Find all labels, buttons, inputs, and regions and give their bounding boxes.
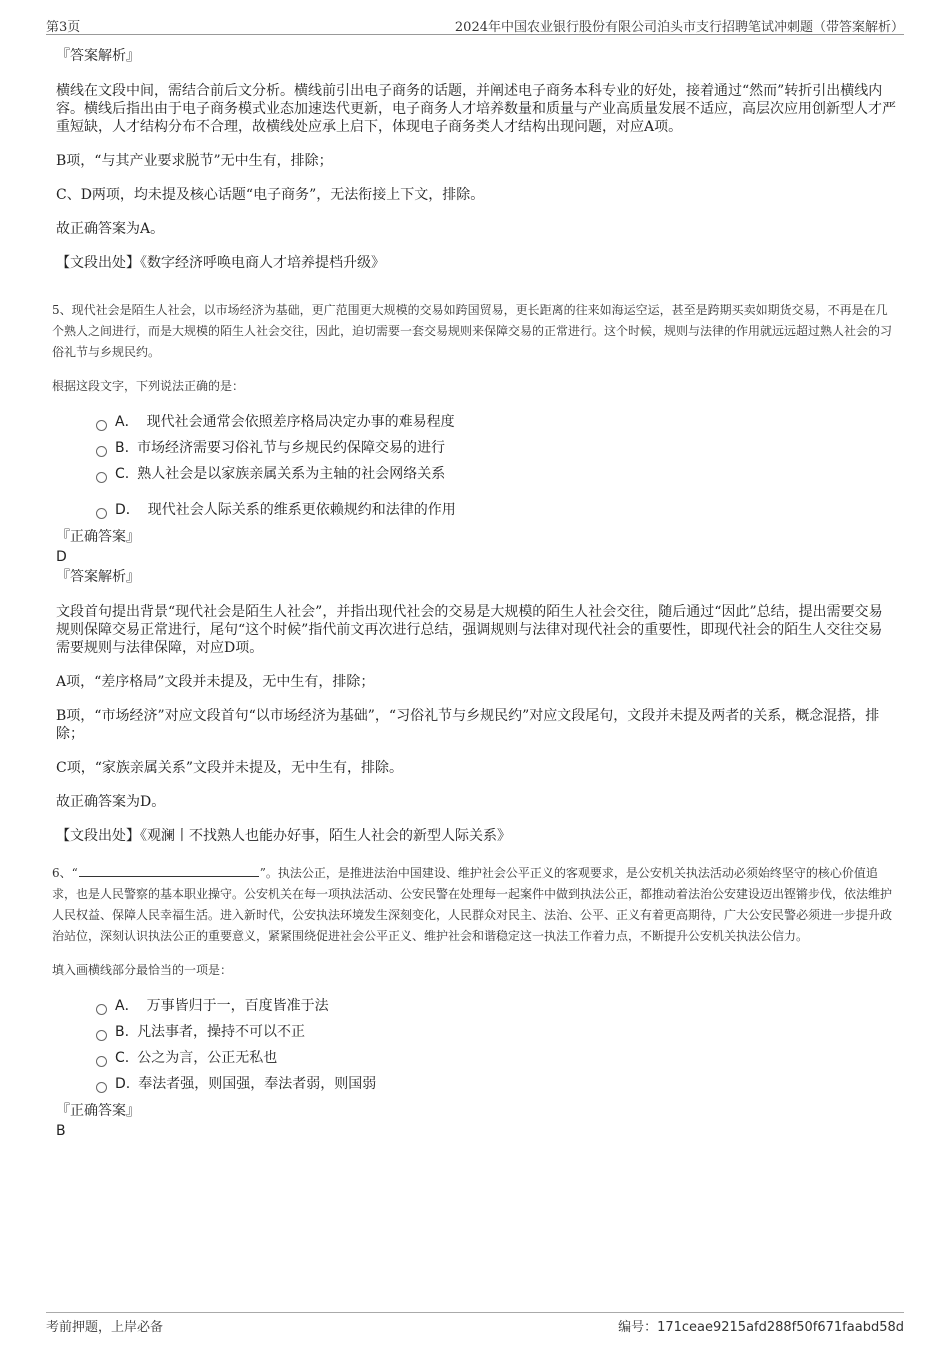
option-d[interactable]: D． 现代社会人际关系的维系更依赖规约和法律的作用 xyxy=(96,497,896,523)
analysis-label: 『答案解析』 xyxy=(56,569,140,585)
correct-answer: D xyxy=(56,549,67,565)
analysis-note-a: A项，“差序格局”文段并未提及，无中生有，排除； xyxy=(56,674,375,690)
analysis-text: 横线在文段中间，需结合前后文分析。横线前引出电子商务的话题，并阐述电子商务本科专业的好处，接着通过“然而”转折引出横线内容。横线后指出由于电子商务模式业态加速迭代更新，电子商务人才培养数量和质量与产业高质量发展不适应，高层次应用创新型人才严重短缺，人才结构分布不合理，故横线处应承上启下，体现电子商务类人才结构出现问题，对应A项。 xyxy=(56,83,896,135)
option-d[interactable]: D. 奉法者强，则国强，奉法者弱，则国弱 xyxy=(96,1071,896,1097)
analysis-text: 文段首句提出背景“现代社会是陌生人社会”，并指出现代社会的交易是大规模的陌生人社会交往，随后通过“因此”总结，提出需要交易规则保障交易正常进行，尾句“这个时候”指代前文再次进行总结，强调规则与法律对现代社会的重要性，即现代社会的陌生人交往交易需要规则与法律保障，对应D项。 xyxy=(56,604,883,656)
source-citation: 【文段出处】《观澜丨不找熟人也能办好事，陌生人社会的新型人际关系》 xyxy=(56,828,511,844)
question-6 xyxy=(52,863,896,1141)
question-text: 6、“ ”。执法公正，是推进法治中国建设、维护社会公平正义的客观要求，是公安机关执法活动必须始终坚守的核心价值追求，也是人民警察的基本职业操守。公安机关在每一项执法活动、公安民警在处理每一起案件中做到执法公正，都推动着法治公安建设迈出铿锵步伐，依法维护人民权益、保障人民幸福生活。进入新时代，公安执法环境发生深刻变化，人民群众对民主、法治、公平、正义有着更高期待，广大公安民警必须进一步提升政治站位，深刻认识执法公正的重要意义，紧紧围绕促进社会公平正义、维护社会和谐稳定这一执法工作着力点，不断提升公安机关执法公信力。 xyxy=(52,866,893,943)
page-footer xyxy=(46,1312,904,1337)
option-c[interactable]: C. 熟人社会是以家族亲属关系为主轴的社会网络关系 xyxy=(96,461,896,487)
question-prompt: 填入画横线部分最恰当的一项是： xyxy=(52,963,233,977)
question-prompt: 根据这段文字，下列说法正确的是： xyxy=(52,379,245,393)
source-citation: 【文段出处】《数字经济呼唤电商人才培养提档升级》 xyxy=(56,255,385,271)
option-b[interactable]: B. 凡法事者，操持不可以不正 xyxy=(96,1019,896,1045)
option-c[interactable]: C. 公之为言，公正无私也 xyxy=(96,1045,896,1071)
fill-in-blank xyxy=(79,864,259,877)
analysis-conclusion: 故正确答案为A。 xyxy=(56,221,165,237)
analysis-note-b: B项，“与其产业要求脱节”无中生有，排除； xyxy=(56,153,333,169)
correct-answer-label: 『正确答案』 xyxy=(56,529,140,545)
page-number: 第3页 xyxy=(46,20,81,35)
page-header xyxy=(46,14,904,35)
analysis-note-b: B项，“市场经济”对应文段首句“以市场经济为基础”，“习俗礼节与乡规民约”对应文段尾句，文段并未提及两者的关系，概念混搭，排除； xyxy=(56,708,880,742)
analysis-label: 『答案解析』 xyxy=(56,48,140,64)
document-title: 2024年中国农业银行股份有限公司泊头市支行招聘笔试冲刺题（带答案解析） xyxy=(454,20,904,35)
question-5 xyxy=(52,300,896,845)
radio-icon[interactable] xyxy=(96,508,107,519)
analysis-note-cd: C、D两项，均未提及核心话题“电子商务”，无法衔接上下文，排除。 xyxy=(56,187,485,203)
option-b[interactable]: B. 市场经济需要习俗礼节与乡规民约保障交易的进行 xyxy=(96,435,896,461)
radio-icon[interactable] xyxy=(96,1056,107,1067)
option-a[interactable]: A． 现代社会通常会依照差序格局决定办事的难易程度 xyxy=(96,409,896,435)
radio-icon[interactable] xyxy=(96,446,107,457)
document-code: 编号：171ceae9215afd288f50f671faabd58d xyxy=(618,1320,904,1335)
footer-slogan: 考前押题，上岸必备 xyxy=(46,1320,164,1335)
correct-answer: B xyxy=(56,1123,66,1139)
option-list xyxy=(56,409,896,523)
correct-answer-label: 『正确答案』 xyxy=(56,1103,140,1119)
radio-icon[interactable] xyxy=(96,1030,107,1041)
radio-icon[interactable] xyxy=(96,1082,107,1093)
radio-icon[interactable] xyxy=(96,420,107,431)
question-text: 5、现代社会是陌生人社会，以市场经济为基础，更广范围更大规模的交易如跨国贸易，更长距离的往来如海运空运，甚至是跨期买卖如期货交易，不再是在几个熟人之间进行，而是大规模的陌生人社会交往，因此，迫切需要一套交易规则来保障交易的正常进行。这个时候，规则与法律的作用就远远超过熟人社会的习俗礼节与乡规民约。 xyxy=(52,303,893,359)
radio-icon[interactable] xyxy=(96,1004,107,1015)
analysis-note-c: C项，“家族亲属关系”文段并未提及，无中生有，排除。 xyxy=(56,760,404,776)
analysis-conclusion: 故正确答案为D。 xyxy=(56,794,166,810)
option-a[interactable]: A． 万事皆归于一，百度皆准于法 xyxy=(96,993,896,1019)
radio-icon[interactable] xyxy=(96,472,107,483)
option-list xyxy=(56,993,896,1097)
document-body xyxy=(52,46,896,1141)
